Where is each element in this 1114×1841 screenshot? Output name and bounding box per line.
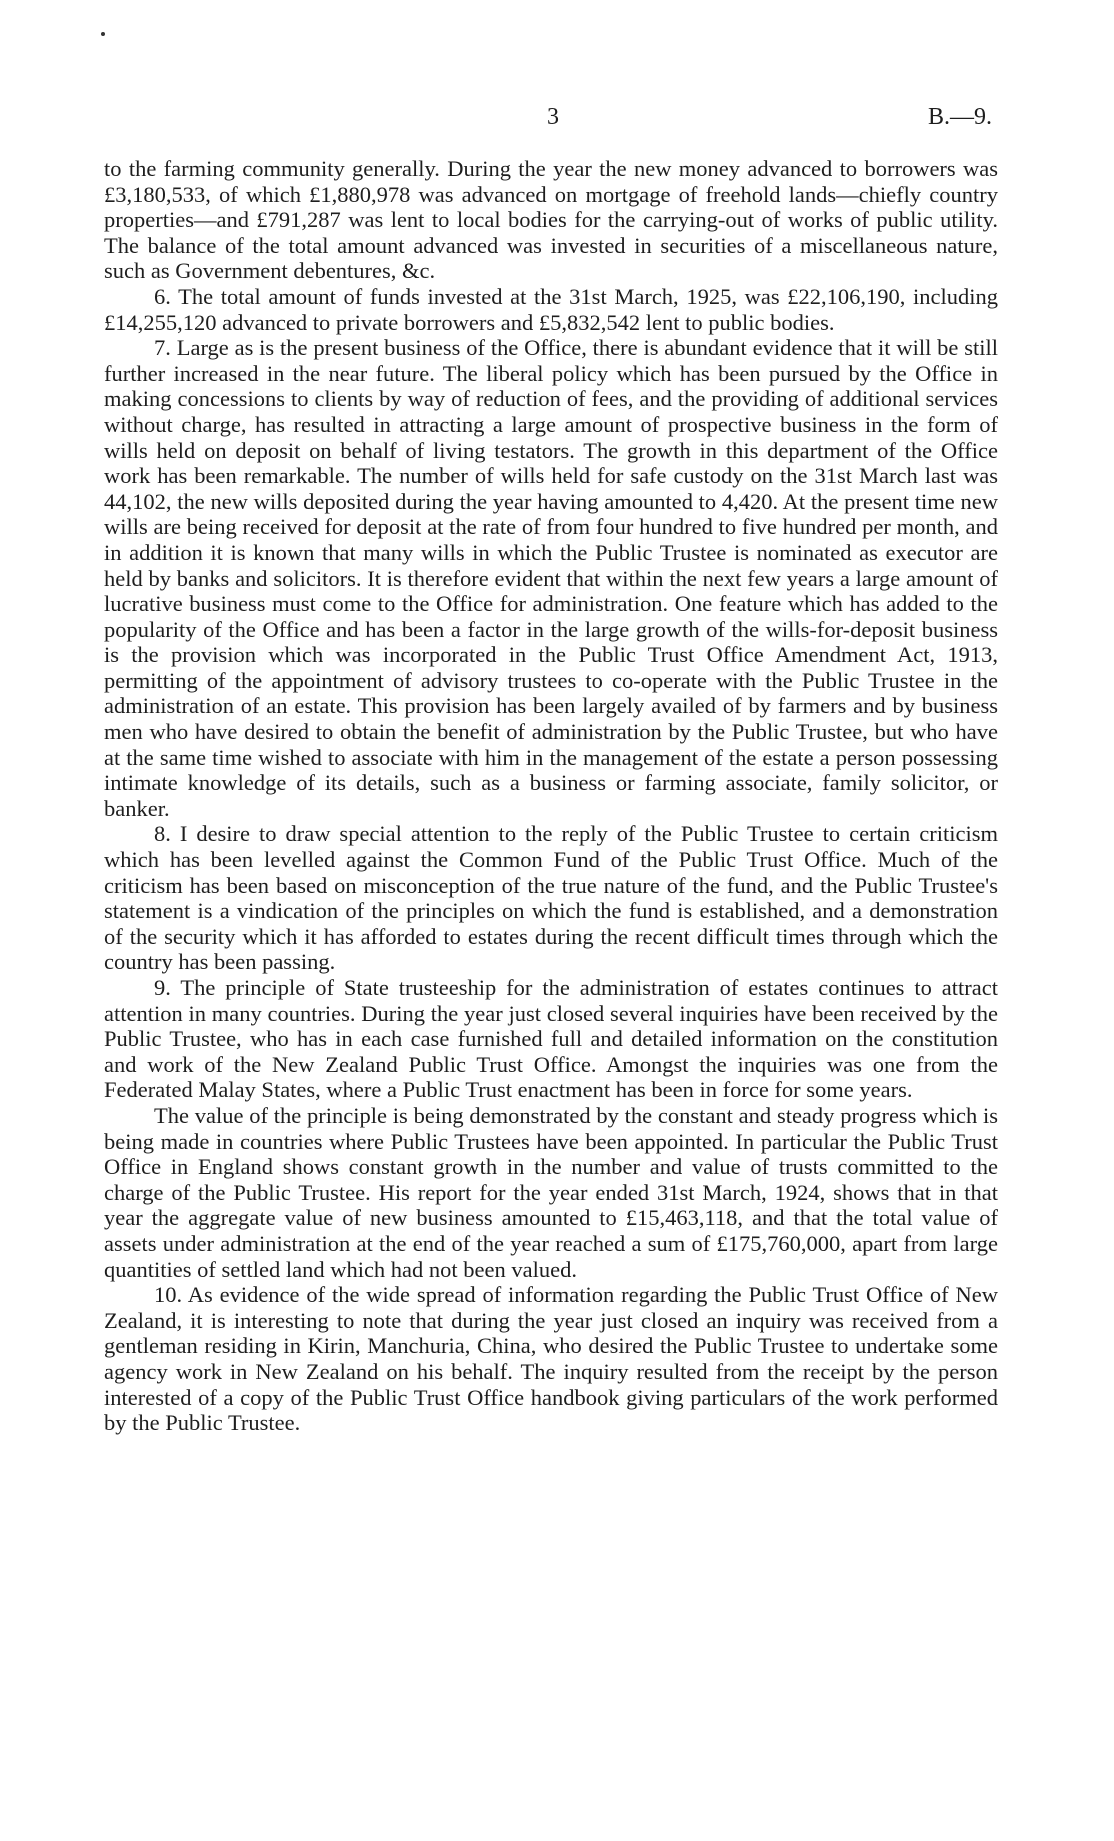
- paragraph-8: 8. I desire to draw special attention to the reply of the Public Trustee to certain criticism which has been levelled against the Common Fund of the Public Trust Office. Much of the criticism has been based on misconception of the true nature of the fund, and the Public Trustee's statement is a vindication of the principles on which the fund is established, and a demonstration of the security which it has afforded to estates during the recent difficult times through which the country has been passing.: [104, 821, 998, 975]
- page-number: 3: [547, 104, 559, 130]
- paragraph-7: 7. Large as is the present business of the Office, there is abundant evidence that it will be still further increased in the near future. The liberal policy which has been pursued by the Office in making concessions to clients by way of reduction of fees, and the providing of additional services without charge, has resulted in attracting a large amount of prospective business in the form of wills held on deposit on behalf of living testators. The growth in this department of the Office work has been remarkable. The number of wills held for safe custody on the 31st March last was 44,102, the new wills deposited during the year having amounted to 4,420. At the present time new wills are being received for deposit at the rate of from four hundred to five hundred per month, and in addition it is known that many wills in which the Public Trustee is nominated as executor are held by banks and solicitors. It is therefore evident that within the next few years a large amount of lucrative business must come to the Office for administration. One feature which has added to the popularity of the Office and has been a factor in the large growth of the wills-for-deposit business is the provision which was incorporated in the Public Trust Office Amendment Act, 1913, permitting of the appointment of advisory trustees to co-operate with the Public Trustee in the administration of an estate. This provision has been largely availed of by farmers and by business men who have desired to obtain the benefit of administration by the Public Trustee, but who have at the same time wished to associate with him in the management of the estate a person possessing intimate knowledge of its details, such as a business or farming associate, family solicitor, or banker.: [104, 335, 998, 821]
- report-body: [104, 156, 998, 1436]
- paragraph-9: 9. The principle of State trusteeship for the administration of estates continues to attract attention in many countries. During the year just closed several inquiries have been received by the Public Trustee, who has in each case furnished full and detailed information on the constitution and work of the New Zealand Public Trust Office. Amongst the inquiries was one from the Federated Malay States, where a Public Trust enactment has been in force for some years.: [104, 975, 998, 1103]
- document-code: B.—9.: [928, 104, 993, 130]
- paragraph-9-continued: The value of the principle is being demonstrated by the constant and steady progress which is being made in countries where Public Trustees have been appointed. In particular the Public Trust Office in England shows constant growth in the number and value of trusts committed to the charge of the Public Trustee. His report for the year ended 31st March, 1924, shows that in that year the aggregate value of new business amounted to £15,463,118, and that the total value of assets under administration at the end of the year reached a sum of £175,760,000, apart from large quantities of settled land which had not been valued.: [104, 1102, 998, 1282]
- paragraph-continuation: to the farming community generally. During the year the new money advanced to borrowers was £3,180,533, of which £1,880,978 was advanced on mortgage of freehold lands—chiefly country properties—and £791,287 was lent to local bodies for the carrying-out of works of public utility. The balance of the total amount advanced was invested in securities of a miscellaneous nature, such as Government debentures, &c.: [104, 156, 998, 284]
- margin-dot: [101, 32, 105, 36]
- paragraph-10: 10. As evidence of the wide spread of information regarding the Public Trust Office of New Zealand, it is interesting to note that during the year just closed an inquiry was received from a gentleman residing in Kirin, Manchuria, China, who desired the Public Trustee to undertake some agency work in New Zealand on his behalf. The inquiry resulted from the receipt by the person interested of a copy of the Public Trust Office handbook giving particulars of the work performed by the Public Trustee.: [104, 1282, 998, 1436]
- paragraph-6: 6. The total amount of funds invested at the 31st March, 1925, was £22,106,190, including £14,255,120 advanced to private borrowers and £5,832,542 lent to public bodies.: [104, 283, 998, 335]
